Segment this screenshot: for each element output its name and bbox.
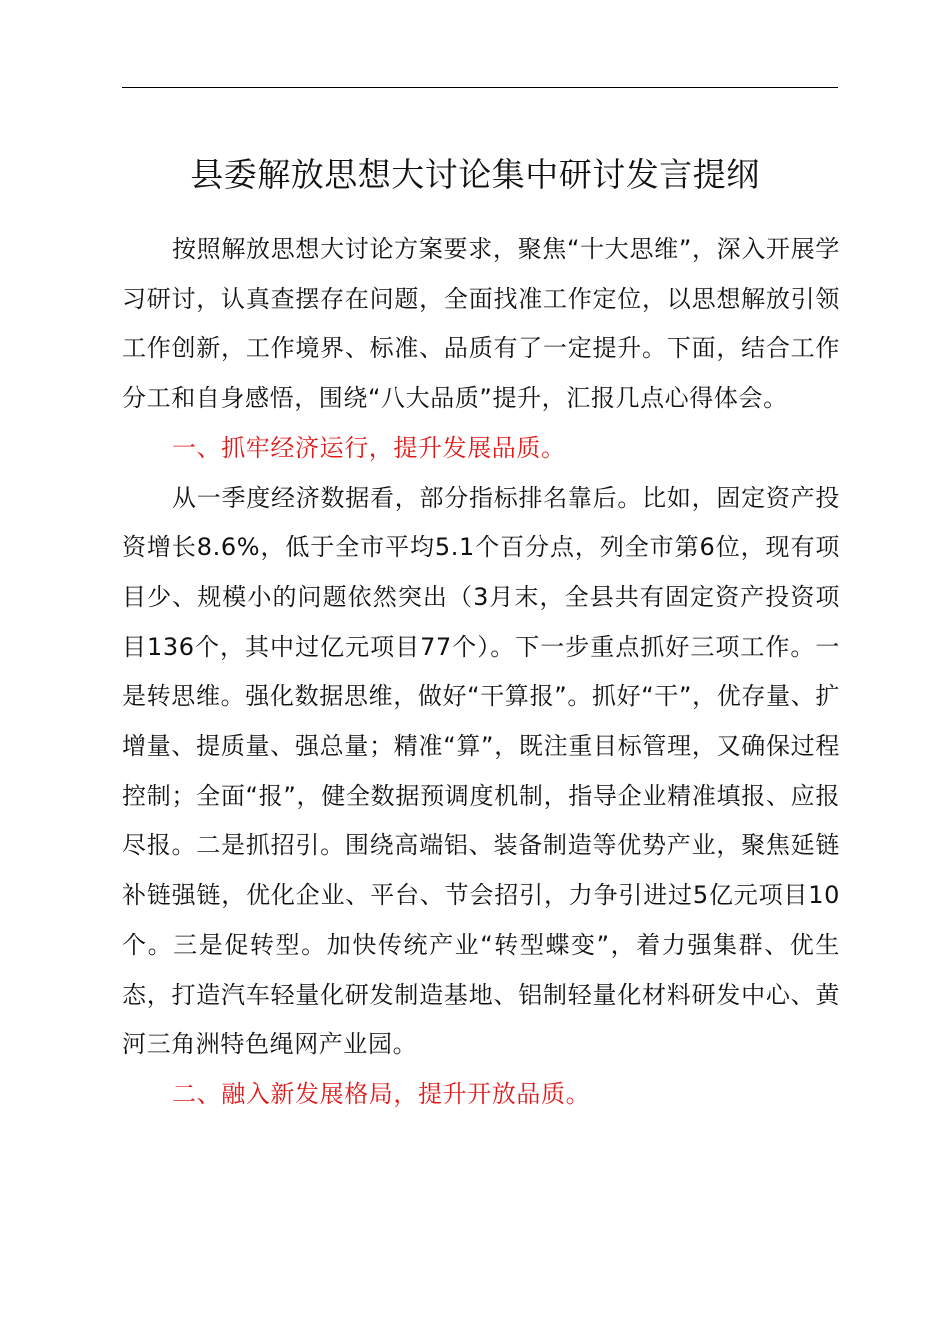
header-rule [122, 87, 838, 88]
section-heading-2: 二、融入新发展格局，提升开放品质。 [172, 1079, 591, 1108]
intro-paragraph: 按照解放思想大讨论方案要求，聚焦“十大思维”，深入开展学习研讨，认真查摆存在问题，全面找准工作定位，以思想解放引领工作创新，工作境界、标准、品质有了一定提升。下面，结合工作分工和自身感悟，围绕“八大品质”提升，汇报几点心得体会。 [122, 235, 840, 413]
section-1-paragraph: 从一季度经济数据看，部分指标排名靠后。比如，固定资产投资增长8.6%，低于全市平均5.1个百分点，列全市第6位，现有项目少、规模小的问题依然突出（3月末，全县共有固定资产投资项目136个，其中过亿元项目77个）。下一步重点抓好三项工作。一是转思维。强化数据思维，做好“干算报”。抓好“干”，优存量、扩增量、提质量、强总量；精准“算”，既注重目标管理，又确保过程控制；全面“报”，健全数据预调度机制，指导企业精准填报、应报尽报。二是抓招引。围绕高端铝、装备制造等优势产业，聚焦延链补链强链，优化企业、平台、节会招引，力争引进过5亿元项目10个。三是促转型。加快传统产业“转型蝶变”，着力强集群、优生态，打造汽车轻量化研发制造基地、铝制轻量化材料研发中心、黄河三角洲特色绳网产业园。 [122, 483, 840, 1059]
section-heading-1: 一、抓牢经济运行，提升发展品质。 [172, 433, 566, 462]
document-title: 县委解放思想大讨论集中研讨发言提纲 [190, 155, 760, 194]
document-body [122, 225, 840, 1120]
